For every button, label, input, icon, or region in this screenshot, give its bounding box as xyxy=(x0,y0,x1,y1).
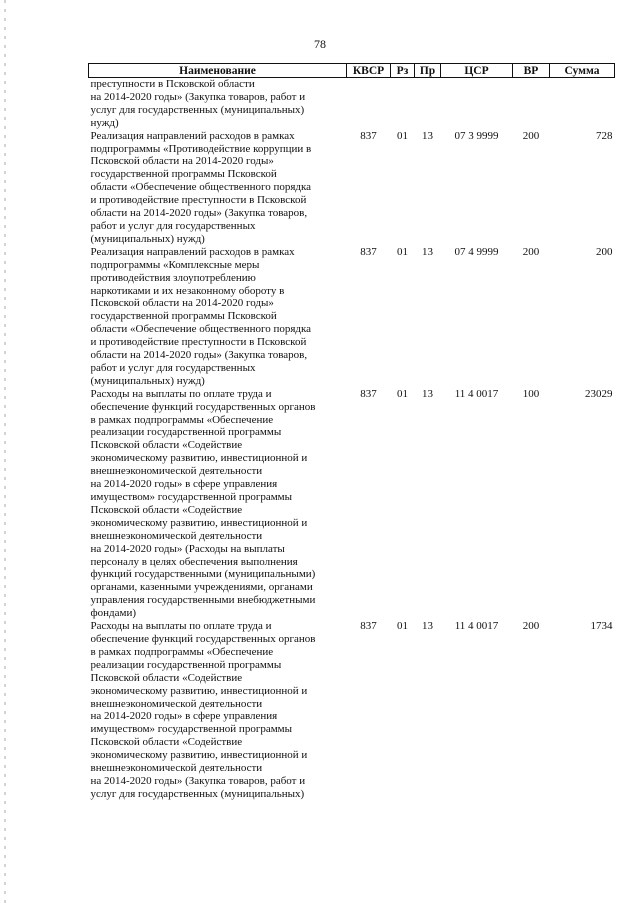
row-kvsr-cell: 837 xyxy=(360,387,377,400)
row-name-line: экономическому развитию, инвестиционной и xyxy=(90,684,308,697)
header-csr: ЦСР xyxy=(441,64,513,78)
row-name-line: имуществом» государственной программы xyxy=(90,723,293,736)
row-pr-cell: 13 xyxy=(422,387,433,400)
row-name-line: государственной программы Псковской xyxy=(90,168,277,181)
row-name-cell xyxy=(89,246,347,388)
row-name-line: внешнеэкономической деятельности xyxy=(90,762,263,775)
row-name-line: области на 2014-2020 годы» (Закупка товаров, xyxy=(90,349,308,362)
row-name-line: экономическому развитию, инвестиционной и xyxy=(90,749,308,762)
row-name-line: Псковской области «Содействие xyxy=(90,671,243,684)
row-name-line: на 2014-2020 годы» (Расходы на выплаты xyxy=(90,542,285,555)
row-name-line: внешнеэкономической деятельности xyxy=(90,697,263,710)
row-name-line: услуг для государственных (муниципальных) xyxy=(90,103,305,116)
row-csr-cell: 11 4 0017 xyxy=(454,620,499,633)
row-name-line: обеспечение функций государственных органов xyxy=(90,632,316,645)
scan-edge-artifact xyxy=(4,0,6,905)
row-name-line: на 2014-2020 годы» (Закупка товаров, работ и xyxy=(90,774,306,787)
row-name-line: на 2014-2020 годы» в сфере управления xyxy=(90,478,278,491)
row-name-line: имуществом» государственной программы xyxy=(90,491,293,503)
row-vr-cell xyxy=(513,78,550,130)
row-rz-cell: 01 xyxy=(397,620,408,633)
row-csr-cell: 07 3 9999 xyxy=(454,129,499,142)
row-name-line: в рамках подпрограммы «Обеспечение xyxy=(90,645,274,658)
row-name-line: обеспечение функций государственных органов xyxy=(90,400,316,413)
row-pr-cell: 13 xyxy=(422,129,433,142)
table-row xyxy=(89,78,615,130)
row-name-line: реализации государственной программы xyxy=(90,658,282,671)
row-name-line: на 2014-2020 годы» (Закупка товаров, работ и xyxy=(90,90,306,103)
table-header-row xyxy=(89,64,615,78)
row-name-line: области «Обеспечение общественного порядка xyxy=(90,323,312,336)
row-sum-cell: 1734 xyxy=(590,620,613,633)
row-name-line: внешнеэкономической деятельности xyxy=(90,465,263,478)
row-csr-cell: 11 4 0017 xyxy=(454,387,499,400)
row-name-line: Псковской области на 2014-2020 годы» xyxy=(90,155,274,168)
row-name-line: Псковской области «Содействие xyxy=(90,503,243,516)
row-name-cell xyxy=(89,620,347,801)
table-row xyxy=(89,620,615,801)
row-sum-cell xyxy=(550,78,615,130)
row-name-line: реализации государственной программы xyxy=(90,426,282,439)
row-name-line: экономическому развитию, инвестиционной и xyxy=(90,516,308,529)
row-name-line: Расходы на выплаты по оплате труда и xyxy=(90,620,272,633)
row-name-line: преступности в Псковской области xyxy=(90,78,255,90)
row-name-line: противодействия злоупотреблению xyxy=(90,271,256,284)
row-name-line: Псковской области на 2014-2020 годы» xyxy=(90,297,274,310)
row-csr-cell: 07 4 9999 xyxy=(454,245,499,258)
row-pr-cell: 13 xyxy=(422,620,433,633)
row-name-line: подпрограммы «Комплексные меры xyxy=(90,258,260,271)
row-name-line: персоналу в целях обеспечения выполнения xyxy=(90,555,298,568)
row-name-line: и противодействие преступности в Псковской xyxy=(90,336,307,349)
row-name-line: нужд) xyxy=(90,116,119,129)
table-row xyxy=(89,388,615,620)
header-vr: ВР xyxy=(513,64,550,78)
row-name-line: (муниципальных) нужд) xyxy=(90,374,205,387)
row-name-cell xyxy=(89,78,347,130)
row-vr-cell: 200 xyxy=(522,129,540,142)
row-sum-cell: 200 xyxy=(596,245,613,258)
row-vr-cell: 200 xyxy=(522,620,540,633)
row-name-line: в рамках подпрограммы «Обеспечение xyxy=(90,413,274,426)
row-name-line: фондами) xyxy=(90,607,137,620)
table-row xyxy=(89,130,615,246)
row-name-line: функций государственными (муниципальными) xyxy=(90,568,316,581)
row-name-line: (муниципальных) нужд) xyxy=(90,232,205,245)
header-pr: Пр xyxy=(415,64,441,78)
row-kvsr-cell: 837 xyxy=(360,620,377,633)
row-sum-cell: 23029 xyxy=(585,387,613,400)
row-name-line: области на 2014-2020 годы» (Закупка товаров, xyxy=(90,207,308,220)
row-name-line: подпрограммы «Противодействие коррупции в xyxy=(90,142,312,155)
budget-table xyxy=(88,63,615,801)
row-rz-cell xyxy=(391,78,415,130)
row-pr-cell xyxy=(415,78,441,130)
row-vr-cell: 100 xyxy=(522,387,540,400)
row-name-line: на 2014-2020 годы» в сфере управления xyxy=(90,710,278,723)
row-rz-cell: 01 xyxy=(397,387,408,400)
row-sum-cell: 728 xyxy=(596,129,613,142)
row-name-line: Реализация направлений расходов в рамках xyxy=(90,245,295,258)
row-name-line: экономическому развитию, инвестиционной и xyxy=(90,452,308,465)
row-pr-cell: 13 xyxy=(422,245,433,258)
row-kvsr-cell xyxy=(347,78,391,130)
row-name-line: Псковской области «Содействие xyxy=(90,736,243,749)
row-name-line: Псковской области «Содействие xyxy=(90,439,243,452)
row-vr-cell: 200 xyxy=(522,245,540,258)
row-name-line: области «Обеспечение общественного порядка xyxy=(90,181,312,194)
row-rz-cell: 01 xyxy=(397,245,408,258)
row-name-line: наркотиками и их незаконному обороту в xyxy=(90,284,285,297)
row-name-line: услуг для государственных (муниципальных) xyxy=(90,787,305,800)
row-kvsr-cell: 837 xyxy=(360,245,377,258)
row-kvsr-cell: 837 xyxy=(360,129,377,142)
row-csr-cell xyxy=(441,78,513,130)
header-kvsr: КВСР xyxy=(347,64,391,78)
row-rz-cell: 01 xyxy=(397,129,408,142)
header-name: Наименование xyxy=(89,64,347,78)
row-name-line: органами, казенными учреждениями, органами xyxy=(90,581,313,594)
header-sum: Сумма xyxy=(550,64,615,78)
row-name-line: Расходы на выплаты по оплате труда и xyxy=(90,387,272,400)
row-name-line: внешнеэкономической деятельности xyxy=(90,529,263,542)
page-number: 78 xyxy=(314,37,326,51)
row-name-line: работ и услуг для государственных xyxy=(90,361,256,374)
row-name-line: работ и услуг для государственных xyxy=(90,219,256,232)
table-row xyxy=(89,246,615,388)
header-rz: Рз xyxy=(391,64,415,78)
row-name-line: Реализация направлений расходов в рамках xyxy=(90,129,295,142)
table-body xyxy=(89,78,615,801)
row-name-line: и противодействие преступности в Псковской xyxy=(90,194,307,207)
row-name-line: управления государственными внебюджетными xyxy=(90,594,316,607)
row-name-cell xyxy=(89,388,347,620)
row-name-line: государственной программы Псковской xyxy=(90,310,277,323)
row-name-cell xyxy=(89,130,347,246)
